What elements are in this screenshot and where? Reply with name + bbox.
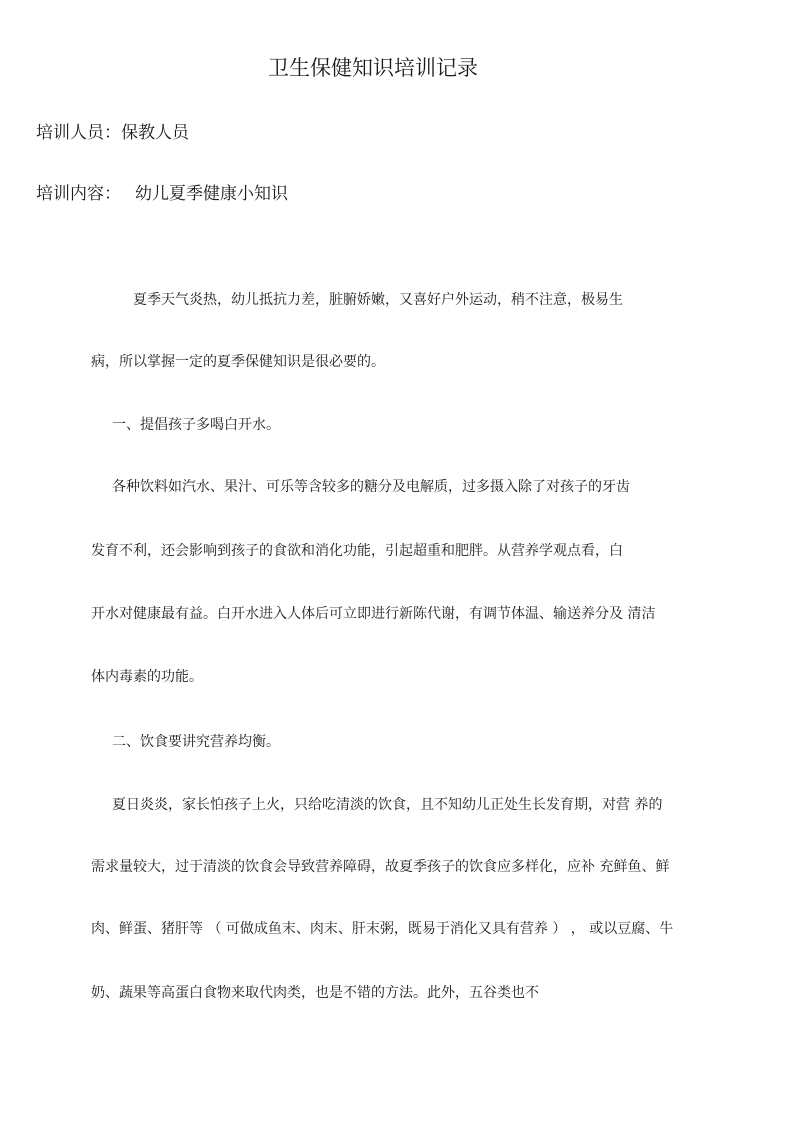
trainees-label: 培训人员： [36,123,121,143]
content-label: 培训内容： [36,184,121,204]
document-title: 卫生保健知识培训记录 [268,56,478,80]
paragraph-line: 各种饮料如汽水、果汁、可乐等含较多的糖分及电解质，过多摄入除了对孩子的牙齿 [112,479,630,495]
paragraph-line: 肉、鲜蛋、猪肝等 （ 可做成鱼末、肉末、肝末粥，既易于消化又具有营养 ） ， 或以豆腐、牛 [91,921,674,937]
content-field [36,179,288,204]
intro-line: 夏季天气炎热，幼儿抵抗力差，脏腑娇嫩，又喜好户外运动，稍不注意，极易生 [133,292,623,308]
content-value: 幼儿夏季健康小知识 [135,184,288,204]
section-heading: 二、饮食要讲究营养均衡。 [112,734,280,750]
paragraph-line: 需求量较大，过于清淡的饮食会导致营养障碍，故夏季孩子的饮食应多样化，应补 充鲜鱼、鲜 [91,859,670,875]
trainees-value: 保教人员 [121,123,189,143]
paragraph-line: 夏日炎炎，家长怕孩子上火，只给吃清淡的饮食，且不知幼儿正处生长发育期，对营 养的 [112,797,663,813]
paragraph-line: 发育不利，还会影响到孩子的食欲和消化功能，引起超重和肥胖。从营养学观点看，白 [91,543,623,559]
paragraph-line: 奶、蔬果等高蛋白食物来取代肉类，也是不错的方法。此外，五谷类也不 [91,985,539,1001]
section-heading: 一、提倡孩子多喝白开水。 [112,417,280,433]
paragraph-line: 开水对健康最有益。白开水进入人体后可立即进行新陈代谢，有调节体温、输送养分及 清洁 [91,606,656,622]
paragraph-line: 体内毒素的功能。 [91,669,203,685]
trainees-field [36,118,189,143]
intro-line: 病，所以掌握一定的夏季保健知识是很必要的。 [91,354,385,370]
